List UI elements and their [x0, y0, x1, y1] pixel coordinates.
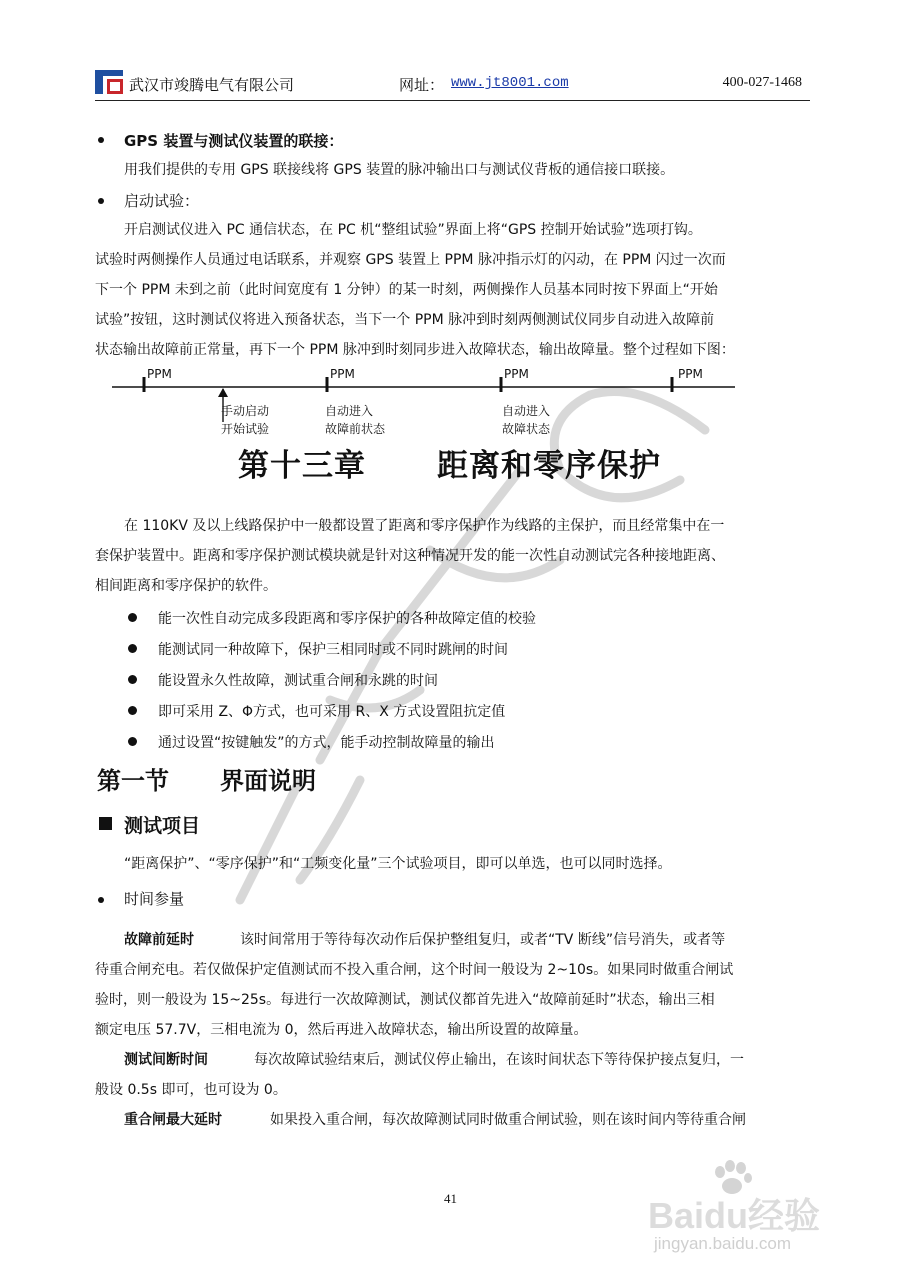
- company-name: 武汉市竣腾电气有限公司: [129, 76, 295, 94]
- interval-term: 测试间断时间: [124, 1052, 208, 1068]
- ppm-label: PPM: [504, 367, 529, 381]
- website-link[interactable]: www.jt8001.com: [451, 75, 569, 91]
- note-fault: 自动进入 故障状态: [502, 404, 551, 436]
- list-bullet-icon: [128, 706, 137, 715]
- start-section-title: 启动试验：: [124, 192, 200, 210]
- baidu-brand: Baidu经验: [648, 1195, 821, 1236]
- feature-item: 能测试同一种故障下，保护三相同时或不同时跳闸的时间: [158, 642, 508, 658]
- prefault-term: 故障前延时: [124, 932, 194, 948]
- prefault-line-3: 验时，则一般设为 15~25s。每进行一次故障测试，测试仪都首先进入“故障前延时”状态，输出三相: [95, 992, 715, 1008]
- square-bullet-icon: [99, 817, 112, 830]
- baidu-watermark: [648, 1160, 858, 1260]
- note-manual-start: 手动启动 开始试验: [221, 404, 270, 436]
- ppm-label: PPM: [330, 367, 355, 381]
- test-items-title: 测试项目: [124, 815, 201, 837]
- ppm-timeline-diagram: [100, 360, 750, 440]
- list-bullet-icon: [128, 644, 137, 653]
- section-number: 第一节: [97, 767, 169, 795]
- bullet-icon: [98, 897, 104, 903]
- phone-number: 400-027-1468: [722, 75, 802, 90]
- prefault-line-1: 该时间常用于等待每次动作后保护整组复归，或者“TV 断线”信号消失，或者等: [240, 932, 726, 948]
- start-line-3: 下一个 PPM 未到之前（此时间宽度有 1 分钟）的某一时刻，两侧操作人员基本同时按下界面上“开始: [95, 282, 718, 298]
- interval-line-2: 般设 0.5s 即可，也可设为 0。: [95, 1082, 287, 1098]
- interval-line-1: 每次故障试验结束后，测试仪停止输出，在该时间状态下等待保护接点复归，一: [254, 1052, 744, 1068]
- intro-line-3: 相间距离和零序保护的软件。: [95, 578, 277, 594]
- start-line-5: 状态输出故障前正常量，再下一个 PPM 脉冲到时刻同步进入故障状态，输出故障量。整个过程如下图：: [95, 342, 735, 358]
- intro-line-1: 在 110KV 及以上线路保护中一般都设置了距离和零序保护作为线路的主保护，而且经常集中在一: [124, 518, 725, 534]
- start-line-1: 开启测试仪进入 PC 通信状态，在 PC 机“整组试验”界面上将“GPS 控制开始试验”选项打钩。: [124, 222, 702, 238]
- website-label: 网址：: [399, 76, 445, 94]
- ppm-label: PPM: [147, 367, 172, 381]
- bullet-icon: [98, 198, 104, 204]
- feature-item: 通过设置“按键触发”的方式，能手动控制故障量的输出: [158, 735, 495, 751]
- gps-section-title: GPS 装置与测试仪装置的联接：: [124, 132, 344, 150]
- list-bullet-icon: [128, 613, 137, 622]
- feature-item: 即可采用 Z、Φ方式，也可采用 R、X 方式设置阻抗定值: [158, 704, 506, 720]
- arrow-head-icon: [218, 388, 228, 397]
- bullet-icon: [98, 137, 104, 143]
- prefault-line-4: 额定电压 57.7V，三相电流为 0，然后再进入故障状态，输出所设置的故障量。: [95, 1022, 588, 1038]
- time-params-title: 时间参量: [124, 890, 185, 908]
- list-bullet-icon: [128, 675, 137, 684]
- start-line-2: 试验时两侧操作人员通过电话联系，并观察 GPS 装置上 PPM 脉冲指示灯的闪动，在 PPM 闪过一次而: [95, 252, 726, 268]
- reclose-line-1: 如果投入重合闸，每次故障测试同时做重合闸试验，则在该时间内等待重合闸: [270, 1112, 746, 1128]
- feature-item: 能设置永久性故障，测试重合闸和永跳的时间: [158, 673, 438, 689]
- chapter-title: 距离和零序保护: [437, 448, 661, 484]
- note-prefault: 自动进入 故障前状态: [325, 404, 386, 436]
- company-logo-icon: [95, 70, 123, 94]
- ppm-label: PPM: [678, 367, 703, 381]
- page-number: 41: [444, 1191, 457, 1206]
- prefault-line-2: 待重合闸充电。若仅做保护定值测试而不投入重合闸，这个时间一般设为 2~10s。如果同时做重合闸试: [95, 962, 734, 978]
- page-header: [95, 64, 810, 101]
- list-bullet-icon: [128, 737, 137, 746]
- section-title: 界面说明: [220, 767, 316, 795]
- start-line-4: 试验”按钮，这时测试仪将进入预备状态，当下一个 PPM 脉冲到时刻两侧测试仪同步自动进入故障前: [95, 312, 715, 328]
- gps-section-text: 用我们提供的专用 GPS 联接线将 GPS 装置的脉冲输出口与测试仪背板的通信接口联接。: [124, 162, 675, 178]
- reclose-term: 重合闸最大延时: [124, 1112, 222, 1128]
- feature-item: 能一次性自动完成多段距离和零序保护的各种故障定值的校验: [158, 611, 536, 627]
- intro-line-2: 套保护装置中。距离和零序保护测试模块就是针对这种情况开发的能一次性自动测试完各种接地距离、: [95, 548, 725, 564]
- test-items-text: “距离保护”、“零序保护”和“工频变化量”三个试验项目，即可以单选，也可以同时选择。: [124, 856, 672, 872]
- chapter-number: 第十三章: [238, 448, 366, 484]
- baidu-url: jingyan.baidu.com: [654, 1234, 792, 1253]
